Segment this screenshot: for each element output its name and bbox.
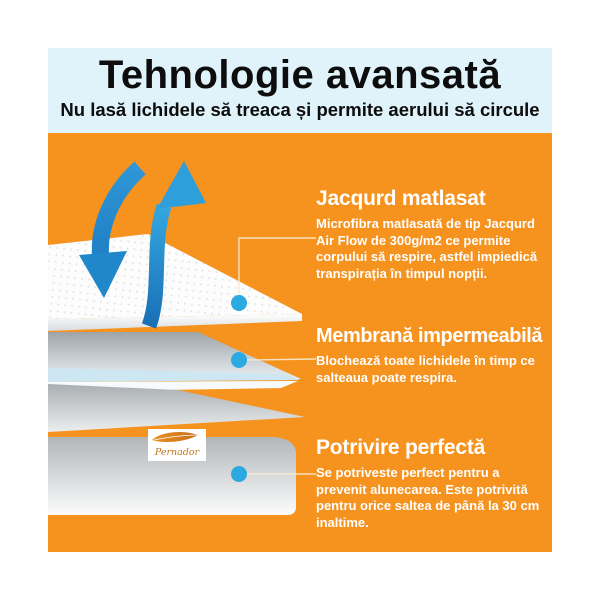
brand-label (148, 429, 206, 461)
section-membrane-body: Blochează toate lichidele în timp ce salteaua poate respira. (316, 353, 535, 385)
brand-logo-text: Pernador (154, 447, 200, 458)
section-membrane (316, 325, 552, 386)
section-fit-heading: Potrivire perfectă (316, 436, 486, 459)
header-banner (48, 48, 552, 133)
callout-line-2 (247, 359, 316, 360)
section-fit-body: Se potriveste perfect pentru a prevenit alunecarea. Este potrivită pentru orice saltea de până la 30 cm inaltime. (316, 465, 540, 530)
base-sheet-layer (48, 384, 305, 432)
page-subtitle: Nu lasă lichidele să treaca și permite aerului să circule (60, 99, 540, 120)
section-fit (316, 436, 552, 531)
section-membrane-heading: Membrană impermeabilă (316, 325, 543, 347)
page-title: Tehnologie avansată (98, 53, 502, 97)
section-jacquard (316, 187, 552, 282)
content-canvas (48, 48, 552, 552)
quilted-top-layer (48, 234, 302, 331)
callout-dot-1 (231, 295, 247, 311)
membrane-layer (48, 332, 301, 392)
callout-dot-3 (231, 466, 247, 482)
callout-dot-2 (231, 352, 247, 368)
section-jacquard-body: Microfibra matlasată de tip Jacqurd Air Flow de 300g/m2 ce permite corpului să respire, astfel impiedică transpirația în timpul nopții. (316, 216, 538, 281)
section-jacquard-heading: Jacqurd matlasat (316, 187, 486, 210)
